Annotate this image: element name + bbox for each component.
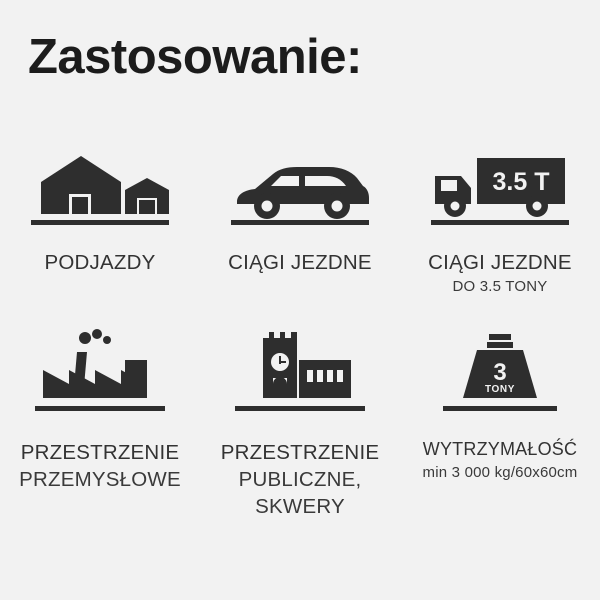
page-title: Zastosowanie:: [28, 30, 362, 84]
caption-driving-lanes-3-5t: [428, 250, 572, 297]
car-station-wagon-icon: [225, 132, 375, 236]
truck-load-label: 3.5 T: [492, 168, 550, 196]
house-garage-driveway-icon: [25, 132, 175, 236]
town-hall-clock-tower-icon: [225, 322, 375, 426]
caption-driving-lanes-line1: CIĄGI JEZDNE: [228, 251, 372, 274]
caption-load-capacity-line1: WYTRZYMAŁOŚĆ: [422, 439, 578, 459]
caption-3-5t-line2: DO 3.5 TONY: [452, 278, 548, 296]
caption-driveways-line1: PODJAZDY: [44, 251, 156, 274]
grid-cell-driving-lanes: [200, 132, 400, 322]
grid-cell-load-capacity: [400, 322, 600, 522]
grid-cell-industrial: [0, 322, 200, 522]
caption-industrial-line1: PRZESTRZENIE: [20, 441, 180, 464]
grid-cell-public-spaces: [200, 322, 400, 522]
weight-3-tony-icon: [425, 322, 575, 426]
caption-driveways: [45, 250, 156, 275]
grid-cell-driving-lanes-3-5t: [400, 132, 600, 322]
caption-public-spaces: [206, 440, 394, 520]
caption-load-capacity-line2: min 3 000 kg/60x60cm: [422, 464, 578, 482]
truck-3.5t-icon: [425, 132, 575, 236]
caption-load-capacity: [423, 436, 578, 483]
caption-public-spaces-line2: PUBLICZNE, SKWERY: [238, 468, 362, 518]
caption-public-spaces-line1: PRZESTRZENIE: [220, 441, 380, 464]
icon-grid: [0, 132, 600, 522]
factory-icon: [25, 322, 175, 426]
caption-industrial-line2: PRZEMYSŁOWE: [19, 468, 181, 492]
caption-driving-lanes: [228, 250, 372, 275]
weight-unit-label: TONY: [485, 384, 515, 395]
weight-value-label: 3: [493, 359, 507, 386]
caption-industrial: [19, 440, 181, 494]
caption-3-5t-line1: CIĄGI JEZDNE: [428, 251, 572, 274]
grid-cell-driveways: [0, 132, 200, 322]
